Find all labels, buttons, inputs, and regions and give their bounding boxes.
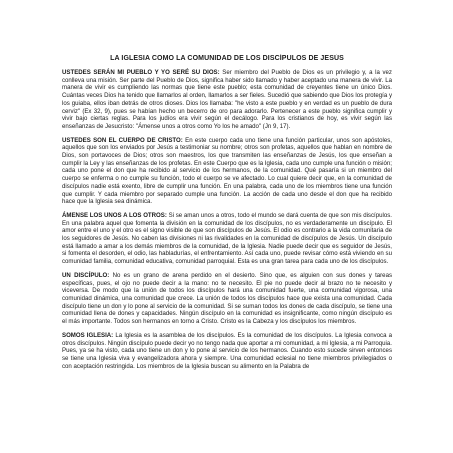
section-heading: USTEDES SON EL CUERPO DE CRISTO: bbox=[62, 136, 183, 144]
section-amense bbox=[62, 212, 392, 266]
section-body: En este cuerpo cada uno tiene una función particular, unos son apóstoles, aquellos que son los enviados por Jesús a testimoniar su nombre; otros son profetas, aquellos que hablan en nombre de Dios, son portavoces de Dios; otros son maestros, los que transmiten las enseñanzas de Jesús, los que enseñan a cumplir la Ley y las enseñanzas de los profetas. En este Cuerpo que es la Iglesia, cada uno cumple una función o misión; cada uno pone el don que ha recibido al servicio de los hermanos, de la comunidad. Qué pasaría si un miembro del cuerpo se enferma o no cumple su función, todo el cuerpo se ve afectado. Lo cual quiere decir que, en la comunidad de discípulos nadie está exento, libre de cumplir una función. En una palabra, cada uno de los miembros tiene una función que cumplir. Y cada miembro por separado cumple una función. La acción de cada uno desde el don que ha recibido hace que la Iglesia sea dinámica. bbox=[62, 136, 392, 206]
document-title: LA IGLESIA COMO LA COMUNIDAD DE LOS DISCÍPULOS DE JESÚS bbox=[110, 55, 344, 62]
section-un-discipulo bbox=[62, 272, 392, 326]
section-body: Ser miembro del Pueblo de Dios es un privilegio y, a la vez conlleva una misión. Ser parte del Pueblo de Dios, significa haber sido llamado y haber aceptado una manera de vivir. La manera de vivir es cumpliendo las normas que tiene este pueblo; esta comunidad de creyentes tiene un único Dios. Cuántas veces Dios ha tenido que llamarlos al orden, llamarlos a ser fieles. Sucedió que sabiendo que Dios los protegía y los guiaba, ellos iban detrás de otros dioses. Dios los llamaba: "he visto a este pueblo y en verdad es un pueblo de dura cerviz" (Ex 32, 9), pues se habían hecho un becerro de oro para adorarlo. Pertenecer a este pueblo significa cumplir y vivir bajo ciertas reglas. Para los judíos era vivir según el decálogo. Para los cristianos de hoy, es vivir según las enseñanzas de Jesucristo: "Ámense unos a otros como Yo los he amado" (Jn 9, 17). bbox=[62, 69, 392, 130]
section-heading: SOMOS IGLESIA: bbox=[62, 331, 114, 339]
section-cuerpo-de-cristo bbox=[62, 137, 392, 206]
section-body: No es un grano de arena perdido en el desierto. Sino que, es alguien con sus dones y tareas específicas, pues, el ojo no puede decir a la mano: no te necesito. El pie no puede decir al brazo no te necesito y viceversa. De modo que la unión de todos los discípulos hará una comunidad fuerte, una comunidad vigorosa, una comunidad dinámica, una comunidad que crece. La unión de todos los discípulos hace que exista una comunidad. Cada discípulo tiene un don y lo pone al servicio de la comunidad. Si se suman todos los dones de cada discípulo, se tiene una comunidad llena de dones y capacidades. Ningún discípulo en la comunidad es insignificante, como ningún discípulo es el más importante. Todos son hermanos en torno a Cristo. Cristo es la Cabeza y los discípulos los miembros. bbox=[62, 271, 392, 326]
section-body: La Iglesia es la asamblea de los discípulos. Es la comunidad de los discípulos. La Iglesia convoca a otros discípulos. Ningún discípulo puede decir yo no tengo nada que aportar a mi comunidad, a mi Iglesia, a mi Parroquia. Pues, ya se ha visto, cada uno tiene un don y lo pone al servicio de los hermanos. Cuando esto sucede sirven entonces se tiene una Iglesia viva y evangelizadora ahora y siempre. Una comunidad eclesial no tiene miembros privilegiados o con aceptación restringida. Los miembros de la Iglesia buscan su alimento en la Palabra de bbox=[62, 331, 392, 370]
section-somos-iglesia bbox=[62, 332, 392, 371]
section-pueblo-de-dios bbox=[62, 69, 392, 131]
section-heading: ÁMENSE LOS UNOS A LOS OTROS: bbox=[62, 211, 167, 219]
document-page bbox=[62, 54, 392, 450]
section-body: Si se aman unos a otros, todo el mundo se dará cuenta de que son mis discípulos. En una palabra aquel que fomenta la división en la comunidad de los discípulos, no es verdaderamente un discípulo. El amor entre el uno y el otro es el signo visible de que son discípulos de Jesús. El odio es contrario a la vida comunitaria de los seguidores de Jesús. No caben las divisiones ni las rivalidades en la comunidad de discípulos de Jesús. Un discípulo está llamado a amar a los demás miembros de la comunidad, de la Iglesia. Nadie puede decir que es seguidor de Jesús, si fomenta el desorden, el odio, las habladurías, el enfrentamiento. Así cada uno, puede revisar cómo está viviendo en su comunidad familia, comunidad educativa, comunidad parroquial. Esta es una gran tarea para cada uno de los discípulos. bbox=[62, 211, 392, 266]
section-heading: UN DISCÍPULO: bbox=[62, 271, 110, 279]
section-heading: USTEDES SERÁN MI PUEBLO Y YO SERÉ SU DIOS: bbox=[62, 69, 220, 76]
